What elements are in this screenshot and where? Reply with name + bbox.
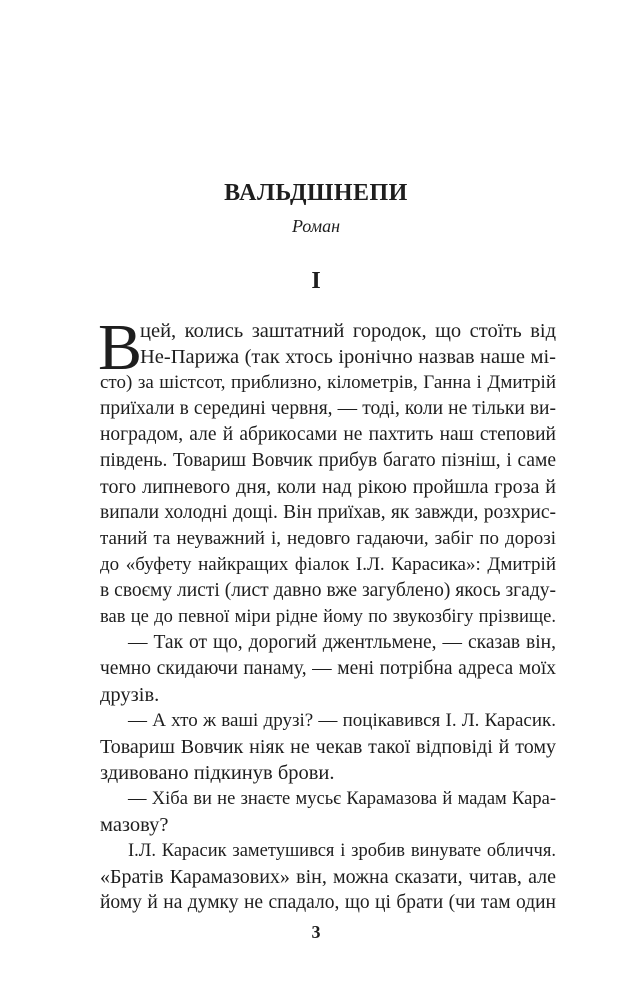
text-line: того липневого дня, коли над рікою пройшла гроза й: [100, 476, 556, 498]
chapter-number: І: [311, 268, 321, 294]
text-line: здивовано підкинув брови.: [100, 762, 335, 784]
text-line: Не-Парижа (так хтось іронічно назвав наше мі-: [140, 346, 556, 368]
text-line: вав це до певної міри рідне йому по звукозбігу прізвище.: [100, 607, 556, 627]
text-line: чемно скидаючи панаму, — мені потрібна адреса моїх: [100, 658, 556, 679]
page-number: 3: [311, 922, 321, 942]
book-subtitle: Роман: [291, 216, 341, 236]
text-line: Товариш Вовчик ніяк не чекав такої відповіді й тому: [100, 736, 556, 758]
text-line: таний та неуважний і, недовго гадаючи, забіг по дорозі: [100, 528, 556, 549]
text-line: випали холодні дощі. Він приїхав, як завжди, розхрис-: [100, 502, 556, 523]
text-line: друзів.: [100, 684, 160, 706]
text-line: ноградом, але й абрикосами не пахтить наш степовий: [100, 424, 556, 445]
text-line: приїхали в середині червня, — тоді, коли не тільки ви-: [100, 398, 556, 419]
text-line: цей, колись заштатний городок, що стоїть від: [140, 320, 556, 342]
text-line: йому й на думку не спадало, що ці брати (чи там один: [100, 892, 556, 913]
text-line: І.Л. Карасик заметушився і зробив винувате обличчя.: [128, 841, 556, 861]
text-line: сто) за шістсот, приблизно, кілометрів, Ганна і Дмитрій: [100, 372, 556, 393]
drop-cap: В: [98, 311, 143, 384]
text-line: мазову?: [100, 814, 169, 836]
book-title: ВАЛЬДШНЕПИ: [224, 180, 408, 206]
text-line: південь. Товариш Вовчик прибув багато пізніш, і саме: [100, 450, 556, 471]
text-line: до «буфету найкращих фіалок І.Л. Карасика»: Дмитрій: [100, 554, 556, 575]
text-line: — Так от що, дорогий джентльмене, — сказав він,: [128, 632, 556, 653]
text-line: — Хіба ви не знаєте мусьє Карамазова й мадам Кара-: [128, 789, 556, 809]
text-line: в своєму листі (лист давно вже загублено) якось згаду-: [100, 580, 556, 601]
text-line: — А хто ж ваші друзі? — поцікавився І. Л. Карасик.: [128, 710, 556, 731]
text-line: «Братів Карамазових» він, можна сказати, читав, але: [100, 866, 556, 888]
